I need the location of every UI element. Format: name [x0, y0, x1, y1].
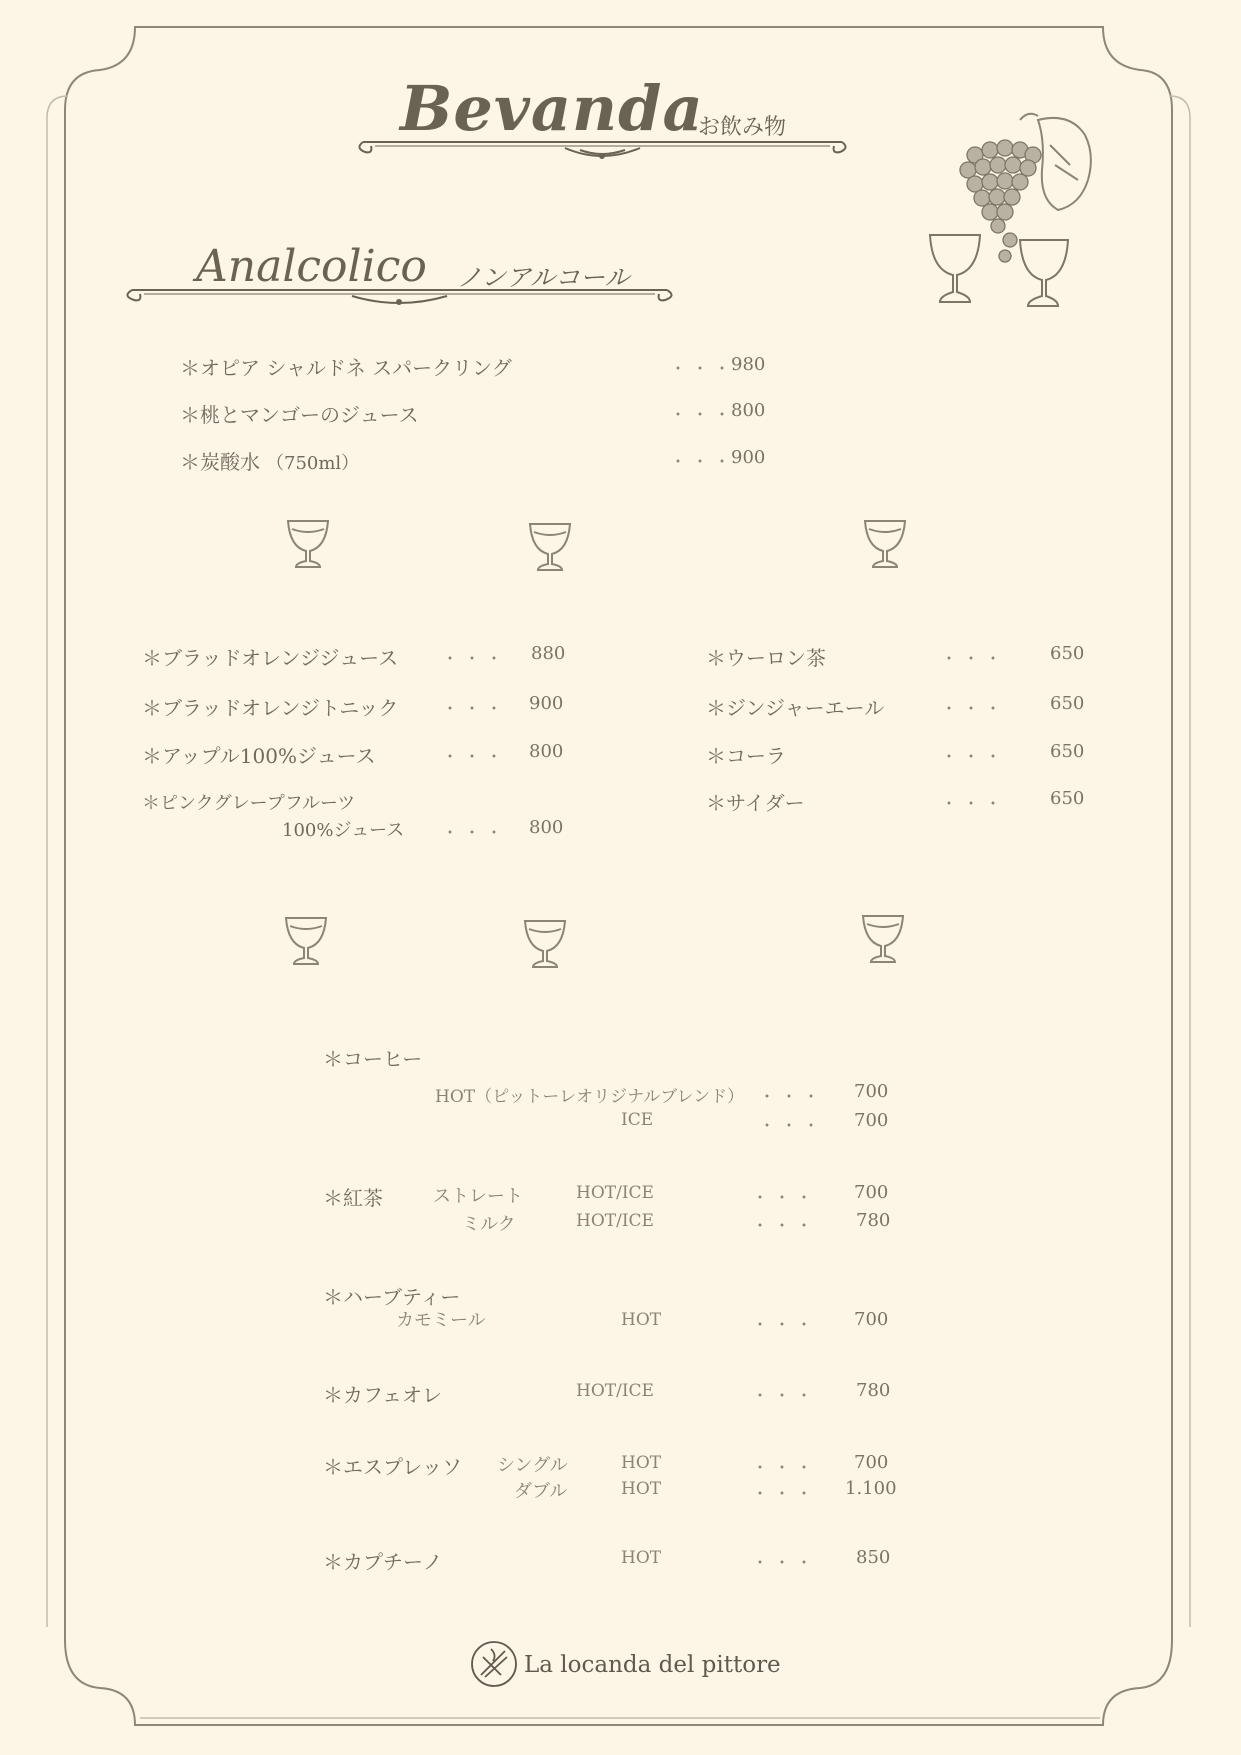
menu-item-price: 980	[731, 354, 766, 375]
cappuccino-price: 850	[856, 1547, 891, 1568]
menu-item-price: 880	[531, 643, 566, 664]
tea-name: ＊紅茶	[323, 1186, 383, 1210]
title-ornament	[355, 134, 850, 164]
leader-dots: ・・・	[752, 1458, 819, 1477]
leader-dots: ・・・	[752, 1188, 819, 1207]
tea-temp: HOT/ICE	[576, 1211, 654, 1231]
cafeaulait-name: ＊カフェオレ	[323, 1383, 442, 1407]
tea-variant: ストレート	[433, 1186, 523, 1207]
glass-icon	[858, 910, 908, 966]
glass-icon	[860, 515, 910, 571]
menu-item-price: 900	[731, 447, 766, 468]
leader-dots: ・・・	[759, 1087, 826, 1106]
coffee-hot-label: HOT（ピットーレオリジナルブレンド）	[435, 1087, 745, 1107]
leader-dots: ・・・	[670, 405, 737, 424]
brand-logo-icon	[469, 1639, 519, 1689]
leader-dots: ・・・	[752, 1484, 819, 1503]
cafeaulait-price: 780	[856, 1380, 891, 1401]
leader-dots: ・・・	[442, 747, 509, 766]
leader-dots: ・・・	[752, 1216, 819, 1235]
leader-dots: ・・・	[941, 747, 1008, 766]
leader-dots: ・・・	[670, 359, 737, 378]
cappuccino-name: ＊カプチーノ	[323, 1550, 443, 1574]
espresso-variant: ダブル	[514, 1481, 568, 1502]
leader-dots: ・・・	[670, 452, 737, 471]
page-title: Bevanda	[400, 72, 704, 145]
leader-dots: ・・・	[941, 699, 1008, 718]
menu-item-price: 800	[529, 817, 564, 838]
menu-item-name: ＊アップル100%ジュース	[142, 744, 376, 768]
coffee-hot-price: 700	[854, 1081, 889, 1102]
leader-dots: ・・・	[941, 649, 1008, 668]
menu-item-name: ＊ブラッドオレンジジュース	[142, 646, 399, 670]
herbtea-name: ＊ハーブティー	[323, 1285, 461, 1309]
cappuccino-temp: HOT	[621, 1548, 662, 1568]
section-subtitle: ノンアルコール	[457, 263, 630, 292]
leader-dots: ・・・	[752, 1315, 819, 1334]
herbtea-temp: HOT	[621, 1310, 662, 1330]
espresso-price: 700	[854, 1452, 889, 1473]
grapes-illustration	[920, 110, 1110, 315]
espresso-temp: HOT	[621, 1479, 662, 1499]
coffee-ice-price: 700	[854, 1110, 889, 1131]
espresso-temp: HOT	[621, 1453, 662, 1473]
section-ornament	[122, 282, 677, 310]
leader-dots: ・・・	[752, 1553, 819, 1572]
glass-icon	[281, 912, 331, 968]
leader-dots: ・・・	[759, 1116, 826, 1135]
espresso-name: ＊エスプレッソ	[323, 1455, 462, 1479]
menu-item-name: ＊桃とマンゴーのジュース	[180, 403, 419, 427]
tea-price: 700	[854, 1182, 889, 1203]
menu-item-price: 800	[529, 741, 564, 762]
menu-item-name-line2: 100%ジュース	[282, 820, 405, 841]
menu-item-price: 900	[529, 693, 564, 714]
leader-dots: ・・・	[941, 794, 1008, 813]
espresso-variant: シングル	[497, 1455, 568, 1476]
espresso-price: 1.100	[845, 1478, 897, 1499]
menu-item-name: ＊炭酸水	[180, 450, 260, 474]
menu-item-name: ＊ブラッドオレンジトニック	[142, 696, 399, 720]
tea-temp: HOT/ICE	[576, 1183, 654, 1203]
menu-item-price: 650	[1050, 643, 1085, 664]
coffee-ice-label: ICE	[621, 1110, 654, 1130]
menu-item-name: ＊ジンジャーエール	[706, 696, 885, 720]
cafeaulait-temp: HOT/ICE	[576, 1381, 654, 1401]
menu-item-note: （750ml）	[266, 453, 360, 474]
leader-dots: ・・・	[752, 1386, 819, 1405]
menu-item-name: ＊ピンクグレープフルーツ	[142, 793, 356, 814]
page-subtitle: お飲み物	[698, 110, 786, 143]
glass-icon	[525, 518, 575, 574]
menu-item-name: ＊ウーロン茶	[706, 646, 826, 670]
glass-icon	[520, 915, 570, 971]
menu-item-price: 650	[1050, 693, 1085, 714]
tea-variant: ミルク	[462, 1214, 516, 1235]
brand-name: La locanda del pittore	[524, 1652, 781, 1678]
tea-price: 780	[856, 1210, 891, 1231]
leader-dots: ・・・	[442, 699, 509, 718]
glass-icon	[283, 515, 333, 571]
herbtea-price: 700	[854, 1309, 889, 1330]
herbtea-variant: カモミール	[396, 1310, 486, 1331]
menu-item-name: ＊コーラ	[706, 744, 786, 768]
menu-item-price: 650	[1050, 788, 1085, 809]
menu-item-name: ＊サイダー	[706, 791, 805, 815]
coffee-name: ＊コーヒー	[323, 1047, 423, 1071]
menu-item-price: 800	[731, 400, 766, 421]
menu-item-name: ＊オピア シャルドネ スパークリング	[180, 356, 512, 380]
leader-dots: ・・・	[442, 823, 509, 842]
leader-dots: ・・・	[442, 649, 509, 668]
section-title: Analcolico	[196, 241, 427, 292]
menu-item-price: 650	[1050, 741, 1085, 762]
